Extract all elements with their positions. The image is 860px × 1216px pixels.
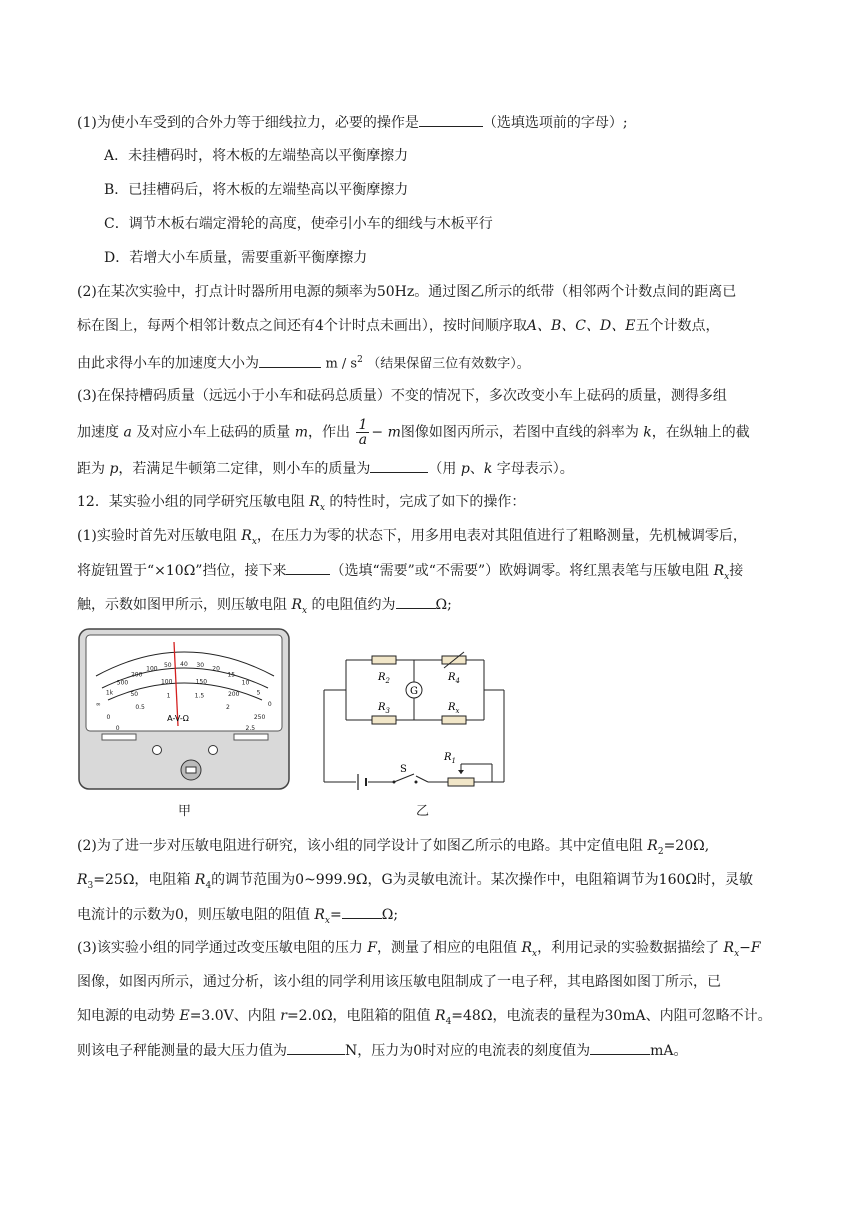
ac-scale-label: 0.5 — [135, 703, 145, 711]
ohm-scale-label: 100 — [146, 665, 158, 673]
figure-caption-yi: 乙 — [416, 804, 430, 819]
option-d: D．若增大小车质量，需要重新平衡摩擦力 — [104, 250, 368, 266]
ohm-scale-label: 10 — [241, 679, 250, 687]
q12-part2-line1: (2)为了进一步对压敏电阻进行研究，该小组的同学设计了如图乙所示的电路。其中定值电阻 $R_2=20\Omega$, — [77, 838, 710, 857]
option-a: A．未挂槽码时，将木板的左端垫高以平衡摩擦力 — [104, 148, 409, 164]
option-b: B．已挂槽码后，将木板的左端垫高以平衡摩擦力 — [104, 182, 409, 198]
ohm-scale-label: 50 — [163, 662, 172, 670]
answer-blank[interactable] — [590, 1040, 650, 1055]
ac-scale-label: 2.5 — [245, 724, 256, 732]
answer-blank[interactable] — [396, 594, 436, 609]
option-c: C．调节木板右端定滑轮的高度，使牵引小车的细线与木板平行 — [104, 216, 493, 232]
dc-scale-label: 0 — [106, 713, 111, 721]
resistor-r1 — [448, 778, 474, 786]
q12-title: 12．某实验小组的同学研究压敏电阻 $R_x$ 的特性时，完成了如下的操作： — [77, 494, 526, 513]
svg-text:G: G — [410, 686, 418, 697]
ohm-scale-label: 500 — [116, 679, 129, 687]
q12-part2-line3: 电流计的示数为0，则压敏电阻的阻值 $R_x= \Omega$; — [77, 904, 398, 931]
svg-text:R3: $R_3$ — [378, 702, 390, 715]
ac-scale-label: 2 — [225, 703, 230, 711]
q12-part2-line2: $R_3=25\Omega$，电阻箱 $R_4$的调节范围为0~999.9Ω，G为灵敏电流计。某次操作中，电阻箱调节为160Ω时，灵敏 — [77, 872, 754, 891]
dc-scale-label: 250 — [253, 713, 266, 721]
ohm-scale-label: 200 — [130, 671, 143, 679]
answer-blank[interactable] — [342, 904, 382, 919]
q11-part2-line3: 由此求得小车的加速度大小为 m / $s^2$ （结果保留三位有效数字）。 — [77, 350, 530, 375]
dial-label: A-V-Ω — [167, 714, 189, 723]
dc-scale-label: 100 — [160, 678, 173, 686]
q11-part2-line2: 标在图上，每两个相邻计数点之间还有4个计时点未画出），按时间顺序取A、B、C、D、E五个计数点， — [77, 318, 720, 334]
dc-scale-label: 150 — [195, 678, 208, 686]
resistor-r3 — [372, 716, 396, 724]
multimeter-figure — [78, 628, 290, 790]
svg-text:R4: $R_4$ — [448, 672, 460, 685]
q11-part3-line3: 距为 p，若满足牛顿第二定律，则小车的质量为 （用 p、k 字母表示）。 — [77, 458, 574, 479]
q11-part3-line2: 加速度 a 及对应小车上砝码的质量 m，作出 $\frac{1}{a}$ − m图像如图丙所示，若图中直线的斜率为 k，在纵轴上的截 — [77, 417, 750, 448]
resistor-r2 — [372, 656, 396, 664]
terminal-right — [209, 746, 218, 755]
ac-scale-label: 1.5 — [194, 692, 205, 700]
ohm-scale-label: 1k — [105, 689, 114, 697]
dc-scale-label: 50 — [130, 690, 139, 698]
ohm-scale-label: 30 — [196, 662, 205, 670]
ohm-scale-label: 5 — [256, 689, 261, 697]
bridge-circuit-figure — [316, 650, 516, 790]
dc-scale-label: 200 — [227, 690, 240, 698]
ohm-scale-label: ∞ — [95, 701, 101, 708]
answer-blank[interactable] — [370, 458, 428, 473]
svg-text:R2: $R_2$ — [378, 672, 390, 685]
switch-s — [394, 774, 414, 782]
ohm-scale-label: 15 — [227, 671, 236, 679]
resistor-rx — [442, 716, 466, 724]
svg-text:Rx: $R_x$ — [448, 702, 460, 715]
fraction-one-over-a: $\frac{1}{a}$ — [358, 417, 368, 448]
q12-part1-line2: 将旋钮置于“×10Ω”挡位，接下来 （选填“需要”或“不需要”）欧姆调零。将红黑表笔与压敏电阻 $R_x$接 — [77, 560, 743, 587]
terminal-left — [153, 746, 162, 755]
q11-part3-line1: (3)在保持槽码质量（远远小于小车和砝码总质量）不变的情况下，多次改变小车上砝码的质量，测得多组 — [77, 388, 727, 404]
answer-blank[interactable] — [419, 112, 483, 127]
ac-scale-label: 1 — [166, 692, 171, 700]
answer-blank[interactable] — [287, 1040, 345, 1055]
svg-text:R1: $R_1$ — [444, 752, 456, 765]
q12-part1-line3: 触，示数如图甲所示，则压敏电阻 $R_x$ 的电阻值约为 Ω; — [77, 594, 452, 621]
ohm-scale-label: 20 — [212, 665, 220, 673]
answer-blank[interactable] — [286, 560, 330, 575]
figure-caption-jia: 甲 — [178, 804, 192, 819]
q11-part1: (1)为使小车受到的合外力等于细线拉力，必要的操作是 （选填选项前的字母）; — [77, 112, 628, 133]
q12-part3-line3: 知电源的电动势 E=3.0V、内阻 r=2.0Ω，电阻箱的阻值 $R_4=48\Omega$，电流表的量程为30mA、内阻可忽略不计。 — [77, 1008, 772, 1027]
q12-part3-line1: (3)该实验小组的同学通过改变压敏电阻的压力 F，测量了相应的电阻值 $R_x$，利用记录的实验数据描绘了 $R_x-F$ — [77, 940, 761, 959]
svg-text:S: S — [400, 764, 407, 775]
ohm-scale-label: 40 — [180, 661, 188, 668]
q12-part1-line1: (1)实验时首先对压敏电阻 $R_x$，在压力为零的状态下，用多用电表对其阻值进行了粗略测量，先机械调零后， — [77, 528, 747, 547]
ohm-scale-label: 0 — [267, 701, 272, 708]
q12-part3-line2: 图像，如图丙所示，通过分析，该小组的同学利用该压敏电阻制成了一电子秤，其电路图如图丁所示，已 — [77, 974, 721, 990]
ac-scale-label: 0 — [115, 724, 120, 732]
q12-part3-line4: 则该电子秤能测量的最大压力值为 N，压力为0时对应的电流表的刻度值为 mA。 — [77, 1040, 688, 1061]
q11-part2-line1: (2)在某次实验中，打点计时器所用电源的频率为50Hz。通过图乙所示的纸带（相邻两个计数点间的距离已 — [77, 284, 737, 300]
answer-blank[interactable] — [259, 353, 321, 368]
